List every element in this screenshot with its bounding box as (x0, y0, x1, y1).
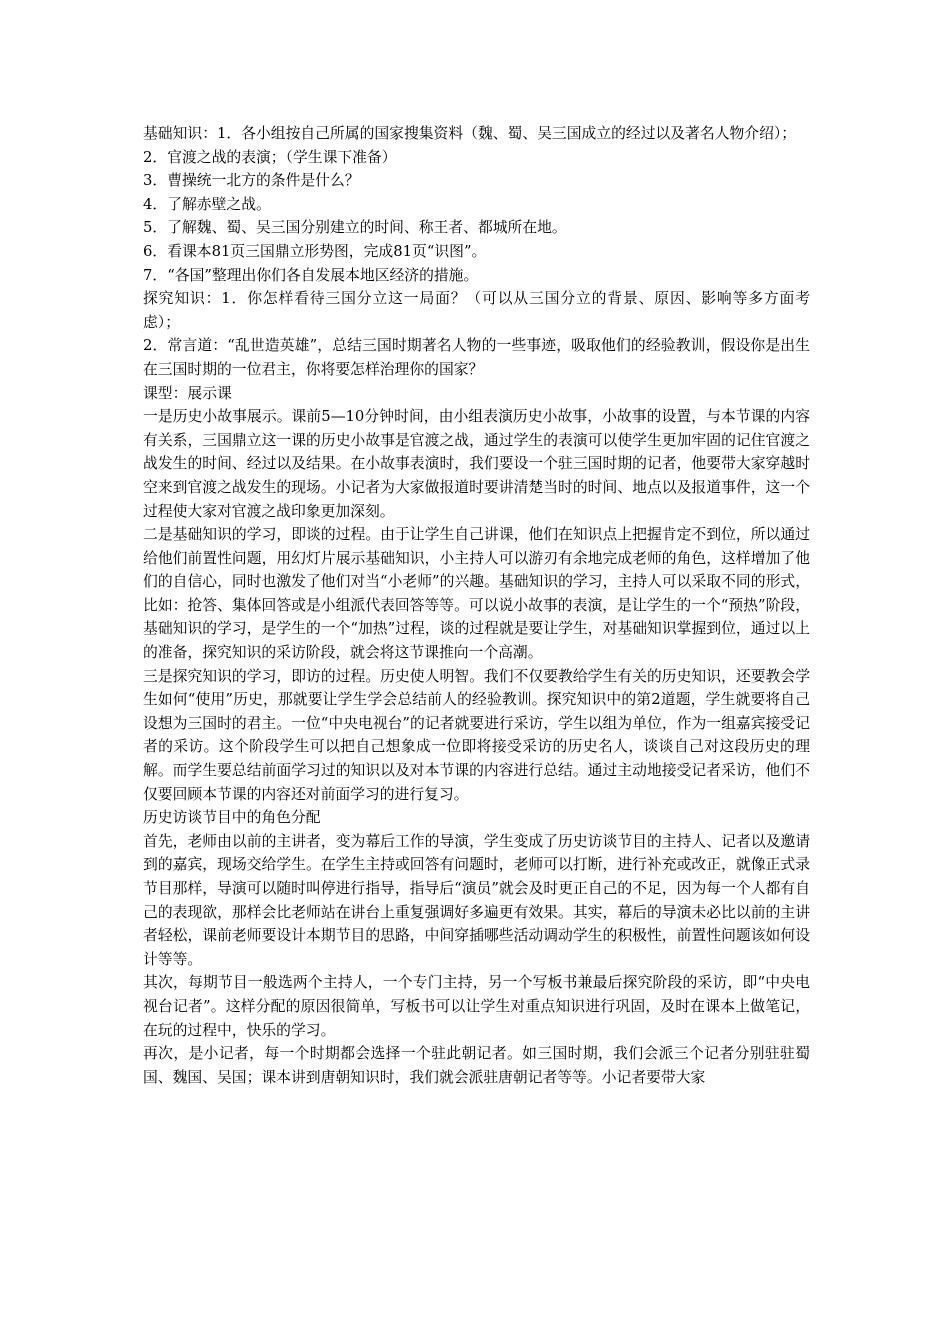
paragraph-story-display: 一是历史小故事展示。课前5—10分钟时间，由小组表演历史小故事，小故事的设置，与本节课的内容有关系，三国鼎立这一课的历史小故事是官渡之战，通过学生的表演可以使学生更加牢固的记住官渡之战发生的时间、经过以及结果。在小故事表演时，我们要设一个驻三国时期的记者，他要带大家穿越时空来到官渡之战发生的现场。小记者为大家做报道时要讲清楚当时的时间、地点以及报道事件，这一个过程使大家对官渡之战印象更加深刻。 (143, 408, 810, 520)
paragraph-basic-knowledge-2: 2．官渡之战的表演；（学生课下准备） (143, 148, 397, 166)
paragraph-role-first: 首先，老师由以前的主讲者，变为幕后工作的导演，学生变成了历史访谈节目的主持人、记者以及邀请到的嘉宾，现场交给学生。在学生主持或回答有问题时，老师可以打断，进行补充或改正，就像正式录节目那样，导演可以随时叫停进行指导，指导后“演员”就会及时更正自己的不足，因为每一个人都有自己的表现欲，那样会比老师站在讲台上重复强调好多遍更有效果。其实，幕后的导演未必比以前的主讲者轻松，课前老师要设计本期节目的思路，中间穿插哪些活动调动学生的积极性，前置性问题该如何设计等等。 (143, 832, 810, 968)
document-page (143, 122, 810, 1089)
paragraph-basic-knowledge-3: 3．曹操统一北方的条件是什么？ (143, 172, 360, 190)
paragraph-interview-process: 三是探究知识的学习，即访的过程。历史使人明智。我们不仅要教给学生有关的历史知识，还要教会学生如何“使用”历史，那就要让学生学会总结前人的经验教训。探究知识中的第2道题，学生就要将自己设想为三国时的君主。一位“中央电视台”的记者就要进行采访，学生以组为单位，作为一组嘉宾接受记者的采访。这个阶段学生可以把自己想象成一位即将接受采访的历史名人，谈谈自己对这段历史的理解。而学生要总结前面学习过的知识以及对本节课的内容进行总结。通过主动地接受记者采访，他们不仅要回顾本节课的内容还对前面学习的进行复习。 (143, 667, 810, 803)
paragraph-lesson-type: 课型：展示课 (143, 384, 232, 402)
paragraph-inquiry-knowledge-2: 2．常言道：“乱世造英雄”，总结三国时期著名人物的一些事迹，吸取他们的经验教训，假设你是出生在三国时期的一位君主，你将要怎样治理你的国家？ (143, 337, 810, 378)
paragraph-basic-knowledge-1: 基础知识：1．各小组按自己所属的国家搜集资料（魏、蜀、吴三国成立的经过以及著名人物介绍）； (143, 125, 797, 142)
paragraph-role-second: 其次，每期节目一般选两个主持人，一个专门主持，另一个写板书兼最后探究阶段的采访，即“中央电视台记者”。这样分配的原因很简单，写板书可以让学生对重点知识进行巩固，及时在课本上做笔记，在玩的过程中，快乐的学习。 (143, 974, 810, 1039)
paragraph-role-heading: 历史访谈节目中的角色分配 (143, 809, 321, 827)
paragraph-basic-knowledge-7: 7．“各国”整理出你们各自发展本地区经济的措施。 (143, 266, 479, 284)
paragraph-talk-process: 二是基础知识的学习，即谈的过程。由于让学生自己讲课，他们在知识点上把握肯定不到位，所以通过给他们前置性问题，用幻灯片展示基础知识，小主持人可以游刃有余地完成老师的角色，这样增加了他们的自信心，同时也激发了他们对当“小老师”的兴趣。基础知识的学习，主持人可以采取不同的形式，比如：抢答、集体回答或是小组派代表回答等等。可以说小故事的表演，是让学生的一个“预热”阶段，基础知识的学习，是学生的一个“加热”过程，谈的过程就是要让学生，对基础知识掌握到位，通过以上的准备，探究知识的采访阶段，就会将这节课推向一个高潮。 (143, 526, 810, 662)
paragraph-basic-knowledge-5: 5．了解魏、蜀、吴三国分别建立的时间、称王者、都城所在地。 (143, 219, 567, 237)
paragraph-inquiry-knowledge-1: 探究知识：1．你怎样看待三国分立这一局面？（可以从三国分立的背景、原因、影响等多方面考虑）； (143, 290, 810, 331)
paragraph-basic-knowledge-4: 4．了解赤壁之战。 (143, 195, 271, 213)
paragraph-basic-knowledge-6: 6．看课本81页三国鼎立形势图，完成81页“识图”。 (143, 242, 487, 260)
paragraph-role-third: 再次，是小记者，每一个时期都会选择一个驻此朝记者。如三国时期，我们会派三个记者分别驻驻蜀国、魏国、吴国；课本讲到唐朝知识时，我们就会派驻唐朝记者等等。小记者要带大家 (143, 1045, 810, 1086)
